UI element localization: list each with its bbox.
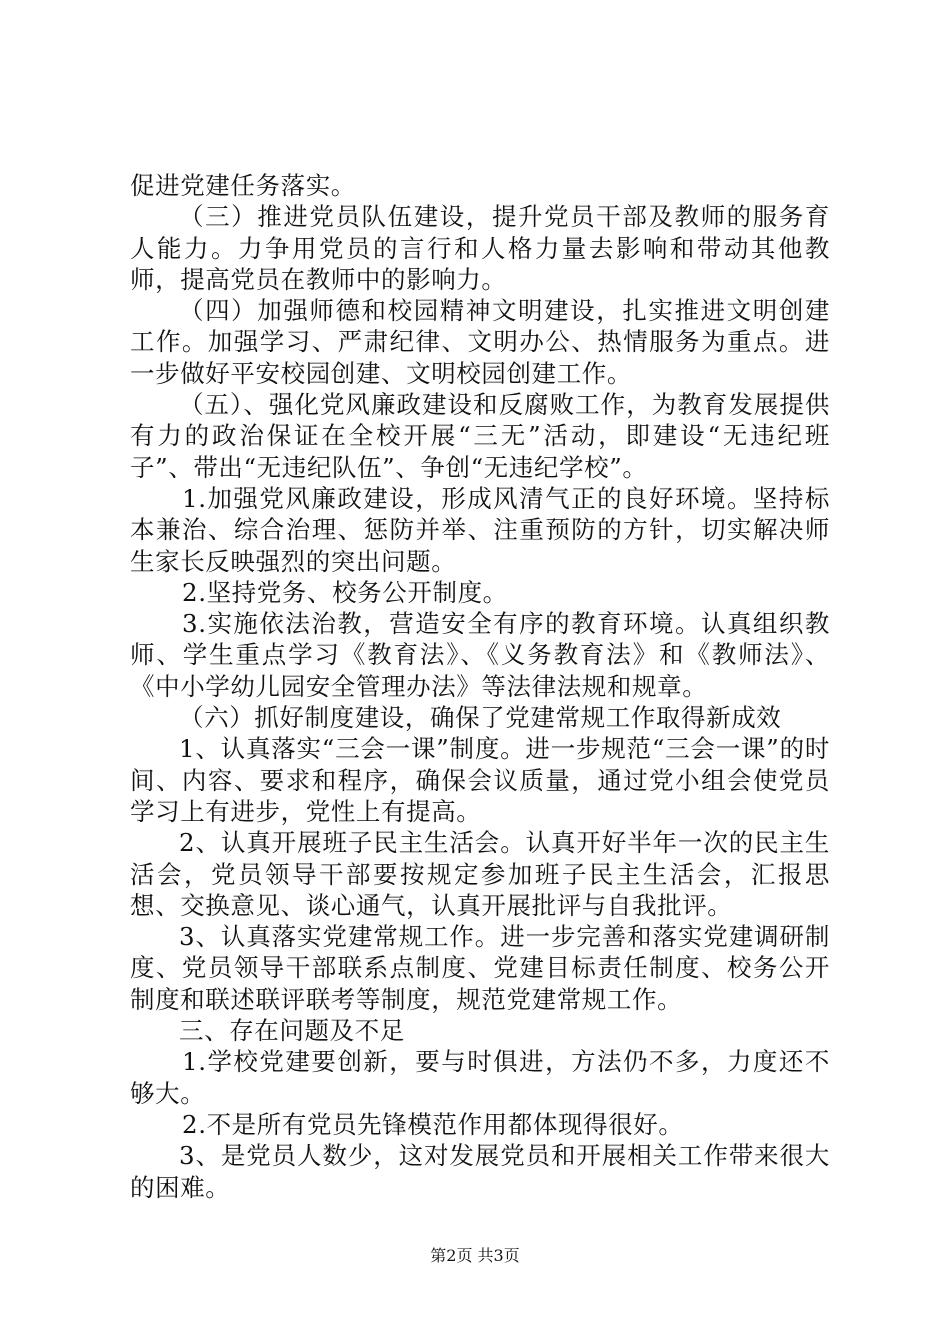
section-heading: 三、存在问题及不足 (179, 1016, 405, 1046)
paragraph: 促进党建任务落实。 (130, 171, 356, 200)
paragraph: （六）抓好制度建设，确保了党建常规工作取得新成效 (179, 703, 782, 733)
page-number: 第2页 共3页 (430, 1246, 520, 1265)
paragraph: （五）、强化党风廉政建设和反腐败工作，为教育发展提供有力的政治保证在全校开展“三无”活动，即建设“无违纪班子”、带出“无违纪队伍”、争创“无违纪学校”。 (130, 390, 830, 482)
paragraph: 3.实施依法治教，营造安全有序的教育环境。认真组织教师、学生重点学习《教育法》、《义务教育法》和《教师法》、《中小学幼儿园安全管理办法》等法律法规和规章。 (130, 609, 830, 701)
paragraph: 2.坚持党务、校务公开制度。 (182, 577, 508, 607)
paragraph: 3、是党员人数少，这对发展党员和开展相关工作带来很大的困难。 (130, 1141, 830, 1202)
paragraph: 2.不是所有党员先锋模范作用都体现得很好。 (182, 1109, 684, 1139)
paragraph: 2、认真开展班子民主生活会。认真开好半年一次的民主生活会，党员领导干部要按规定参加班子民主生活会，汇报思想、交换意见、谈心通气，认真开展批评与自我批评。 (130, 828, 830, 920)
paragraph: 1、认真落实“三会一课”制度。进一步规范“三会一课”的时间、内容、要求和程序，确保会议质量，通过党小组会使党员学习上有进步，党性上有提高。 (130, 734, 830, 826)
page-footer (0, 1243, 950, 1266)
paragraph: （四）加强师德和校园精神文明建设，扎实推进文明创建工作。加强学习、严肃纪律、文明办公、热情服务为重点。进一步做好平安校园创建、文明校园创建工作。 (130, 296, 830, 388)
paragraph: 1.加强党风廉政建设，形成风清气正的良好环境。坚持标本兼治、综合治理、惩防并举、注重预防的方针，切实解决师生家长反映强烈的突出问题。 (130, 483, 830, 576)
document-body (130, 170, 830, 1203)
paragraph: 3、认真落实党建常规工作。进一步完善和落实党建调研制度、党员领导干部联系点制度、党建目标责任制度、校务公开制度和联述联评联考等制度，规范党建常规工作。 (130, 922, 830, 1014)
paragraph: （三）推进党员队伍建设，提升党员干部及教师的服务育人能力。力争用党员的言行和人格力量去影响和带动其他教师，提高党员在教师中的影响力。 (130, 202, 830, 294)
paragraph: 1.学校党建要创新，要与时俱进，方法仍不多，力度还不够大。 (130, 1047, 830, 1108)
